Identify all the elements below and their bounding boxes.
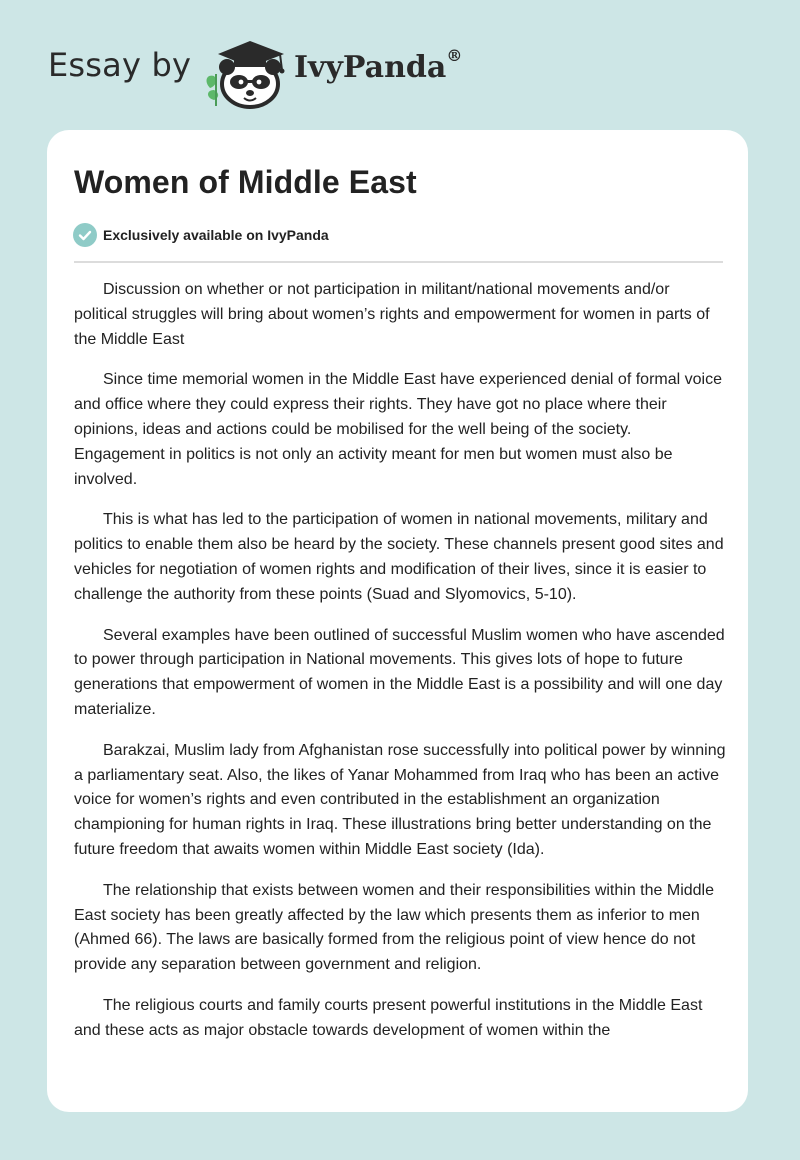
check-circle-icon	[73, 223, 97, 247]
site-header	[48, 36, 508, 116]
brand-name[interactable]	[294, 46, 463, 85]
brand-prefix: Essay by	[48, 46, 192, 84]
brand-name-text: IvyPanda	[294, 50, 447, 85]
exclusive-badge	[73, 222, 329, 248]
badge-label: Exclusively available on IvyPanda	[103, 227, 329, 243]
paragraph: Since time memorial women in the Middle East have experienced denial of formal voice and office where they could express their rights. They have got no place where their opinions, ideas and actions could be mobilised for the well being of the society. Engagement in politics is not only an activity meant for men but women must also be involved.	[74, 371, 722, 488]
paragraph: The relationship that exists between women and their responsibilities within the Middle East society has been greatly affected by the law which presents them as inferior to men (Ahmed 66). The laws are basically formed from the religious point of view hence do not provide any separation between government and religion.	[74, 881, 714, 974]
paragraph: Several examples have been outlined of successful Muslim women who have ascended to power through participation in National movements. This gives lots of hope to future generations that empowerment of women in the Middle East is a possibility and will one day materialize.	[74, 626, 725, 718]
paragraph: This is what has led to the participation of women in national movements, military and politics to enable them also be heard by the society. These channels present good sites and vehicles for negotiation of women rights and modification of their lives, since it is easier to challenge the authority from these points (Suad and Slyomovics, 5-10).	[74, 511, 724, 603]
paragraph: Discussion on whether or not participation in militant/national movements and/or political struggles will bring about women’s rights and empowerment for women in parts of the Middle East	[74, 281, 710, 348]
paragraph: Barakzai, Muslim lady from Afghanistan rose successfully into political power by winning a parliamentary seat. Also, the likes of Yanar Mohammed from Iraq who has been an active voice for women’s rights and even contributed in the establishment an organization championing for human rights in Iraq. These illustrations bring better understanding on the future freedom that awaits women within Middle East society (Ida).	[74, 741, 726, 858]
panda-logo-icon[interactable]	[200, 36, 300, 110]
paragraph: The religious courts and family courts present powerful institutions in the Middle East and these acts as major obstacle towards development of women within the	[74, 996, 703, 1039]
registered-mark: ®	[446, 46, 463, 65]
article-body	[74, 278, 726, 1060]
article-title: Women of Middle East	[74, 164, 417, 200]
article-card	[47, 130, 748, 1112]
title-divider	[74, 261, 723, 263]
